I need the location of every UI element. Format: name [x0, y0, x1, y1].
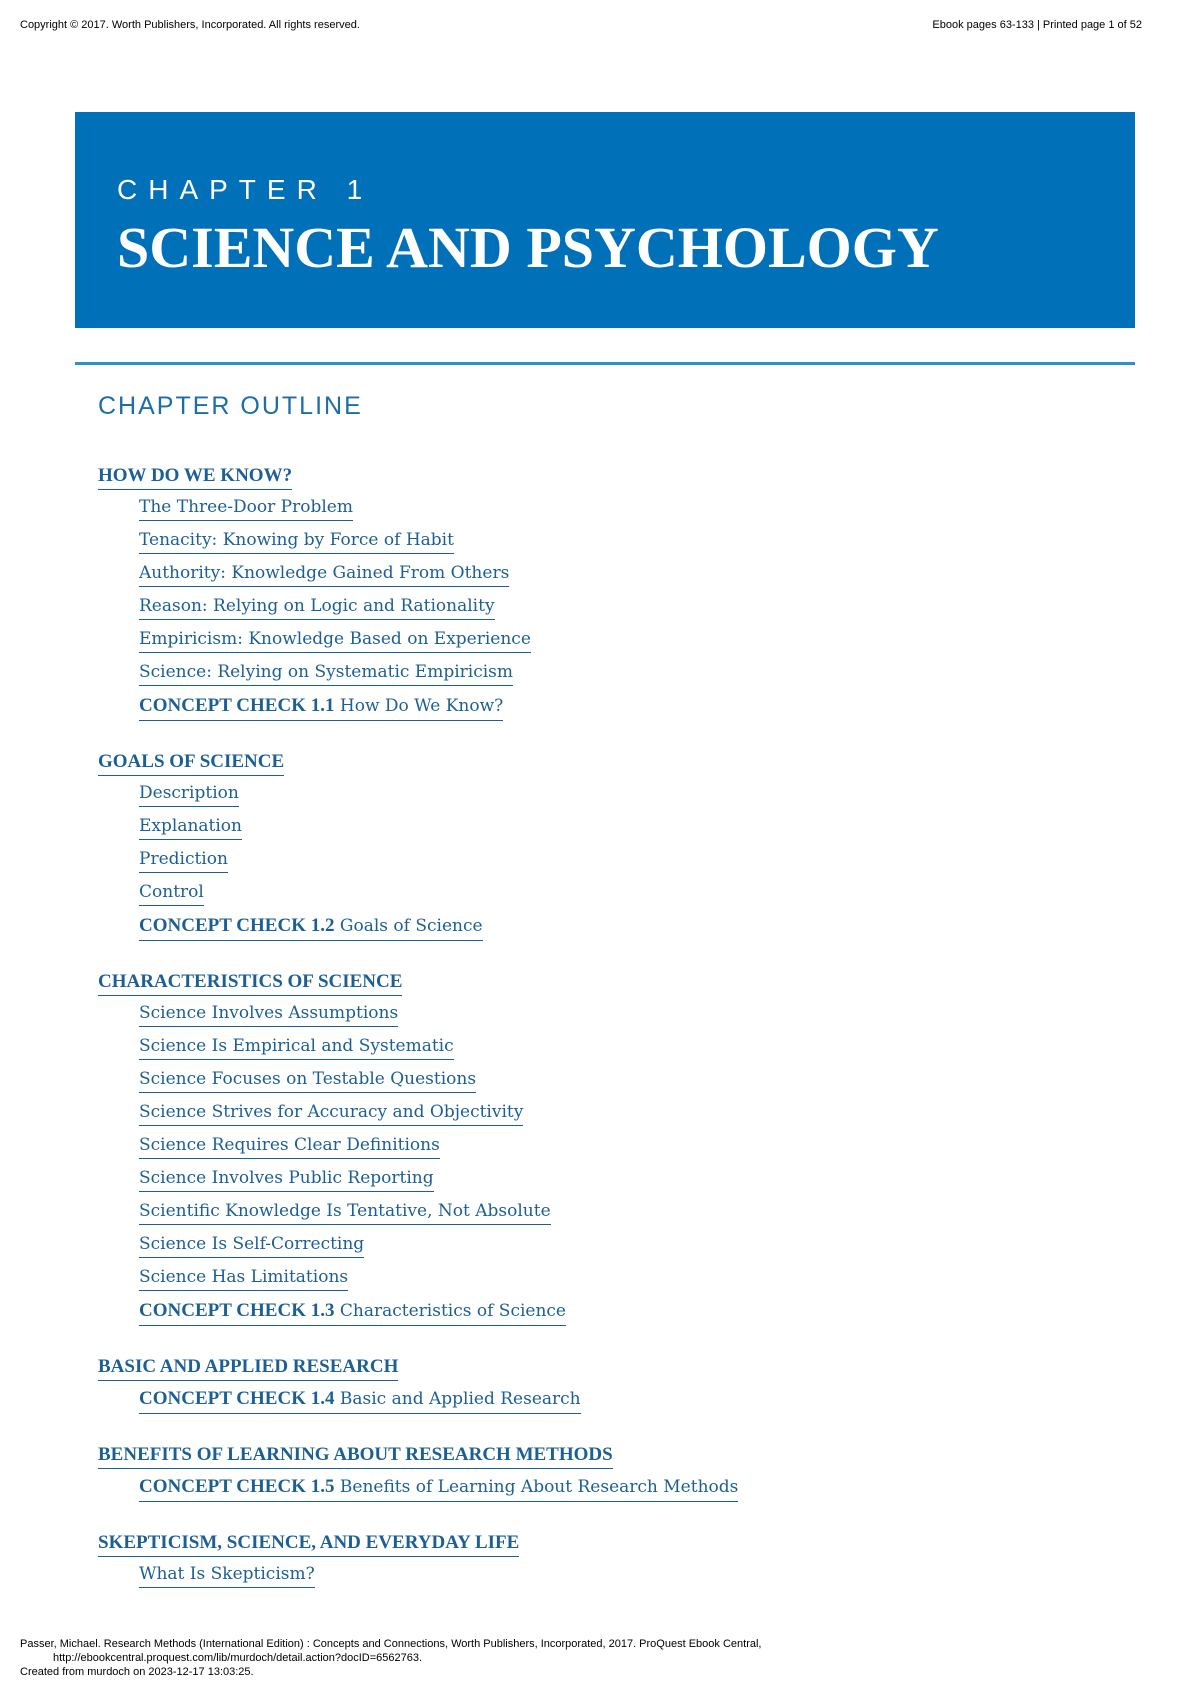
section-heading-link[interactable]: CHARACTERISTICS OF SCIENCE	[98, 971, 402, 996]
subsection-link[interactable]: Scientific Knowledge Is Tentative, Not Absolute	[139, 1201, 551, 1225]
outline-section	[98, 1444, 1098, 1509]
subsection-link[interactable]: Reason: Relying on Logic and Rationality	[139, 596, 495, 620]
outline-item	[98, 1234, 1098, 1267]
subsection-link[interactable]: Science Is Self-Correcting	[139, 1234, 364, 1258]
subsection-link[interactable]: Science Is Empirical and Systematic	[139, 1036, 454, 1060]
outline-item	[98, 1300, 1098, 1333]
section-heading-link[interactable]: SKEPTICISM, SCIENCE, AND EVERYDAY LIFE	[98, 1532, 519, 1557]
concept-check-label: CONCEPT CHECK 1.3	[139, 1300, 335, 1321]
subsection-link[interactable]: Explanation	[139, 816, 242, 840]
outline-heading: CHAPTER OUTLINE	[98, 392, 363, 420]
section-heading-link[interactable]: BASIC AND APPLIED RESEARCH	[98, 1356, 398, 1381]
subsection-link[interactable]: Science Requires Clear Definitions	[139, 1135, 440, 1159]
concept-check-link[interactable]	[139, 1388, 581, 1414]
section-heading-link[interactable]: HOW DO WE KNOW?	[98, 465, 292, 490]
subsection-link[interactable]: Science Strives for Accuracy and Objectivity	[139, 1102, 523, 1126]
outline-item	[98, 816, 1098, 849]
citation-url[interactable]: http://ebookcentral.proquest.com/lib/murdoch/detail.action?docID=6562763.	[53, 1652, 423, 1664]
concept-check-label: CONCEPT CHECK 1.1	[139, 695, 335, 716]
created-line: Created from murdoch on 2023-12-17 13:03:25.	[20, 1666, 254, 1678]
citation-footer	[20, 1637, 761, 1679]
concept-check-title: How Do We Know?	[339, 696, 504, 716]
outline-section	[98, 1532, 1098, 1597]
outline-section	[98, 465, 1098, 728]
divider	[75, 362, 1135, 365]
subsection-link[interactable]: Authority: Knowledge Gained From Others	[139, 563, 509, 587]
outline-item	[98, 1267, 1098, 1300]
outline-item	[98, 783, 1098, 816]
concept-check-title: Basic and Applied Research	[339, 1389, 581, 1409]
page-info: Ebook pages 63-133 | Printed page 1 of 52	[932, 19, 1142, 31]
concept-check-link[interactable]	[139, 915, 483, 941]
subsection-link[interactable]: Science: Relying on Systematic Empiricism	[139, 662, 513, 686]
outline-item	[98, 596, 1098, 629]
subsection-link[interactable]: Science Involves Assumptions	[139, 1003, 398, 1027]
subsection-link[interactable]: Control	[139, 882, 204, 906]
subsection-link[interactable]: Science Has Limitations	[139, 1267, 348, 1291]
outline-item	[98, 629, 1098, 662]
subsection-link[interactable]: Science Involves Public Reporting	[139, 1168, 434, 1192]
subsection-link[interactable]: Empiricism: Knowledge Based on Experience	[139, 629, 531, 653]
subsection-link[interactable]: The Three-Door Problem	[139, 497, 353, 521]
concept-check-link[interactable]	[139, 1476, 738, 1502]
outline-item	[98, 1388, 1098, 1421]
outline-item	[98, 1003, 1098, 1036]
outline-item	[98, 1069, 1098, 1102]
outline-item	[98, 695, 1098, 728]
chapter-label: CHAPTER 1	[117, 174, 374, 205]
chapter-title: SCIENCE AND PSYCHOLOGY	[117, 215, 939, 280]
section-heading-link[interactable]: GOALS OF SCIENCE	[98, 751, 284, 776]
subsection-link[interactable]: What Is Skepticism?	[139, 1564, 315, 1588]
outline-item	[98, 497, 1098, 530]
outline-item	[98, 1201, 1098, 1234]
outline-item	[98, 662, 1098, 695]
concept-check-title: Goals of Science	[339, 916, 483, 936]
outline-section	[98, 751, 1098, 948]
section-heading-link[interactable]: BENEFITS OF LEARNING ABOUT RESEARCH METHODS	[98, 1444, 613, 1469]
concept-check-label: CONCEPT CHECK 1.4	[139, 1388, 335, 1409]
outline-item	[98, 1168, 1098, 1201]
outline-section	[98, 971, 1098, 1333]
subsection-link[interactable]: Prediction	[139, 849, 228, 873]
chapter-outline	[98, 465, 1098, 1620]
concept-check-link[interactable]	[139, 695, 503, 721]
outline-section	[98, 1356, 1098, 1421]
concept-check-label: CONCEPT CHECK 1.2	[139, 915, 335, 936]
subsection-link[interactable]: Tenacity: Knowing by Force of Habit	[139, 530, 454, 554]
outline-item	[98, 915, 1098, 948]
concept-check-label: CONCEPT CHECK 1.5	[139, 1476, 335, 1497]
copyright-notice: Copyright © 2017. Worth Publishers, Incorporated. All rights reserved.	[20, 19, 360, 31]
outline-item	[98, 849, 1098, 882]
outline-item	[98, 1135, 1098, 1168]
outline-item	[98, 1036, 1098, 1069]
outline-item	[98, 1564, 1098, 1597]
concept-check-title: Characteristics of Science	[339, 1301, 566, 1321]
outline-item	[98, 1476, 1098, 1509]
concept-check-link[interactable]	[139, 1300, 566, 1326]
subsection-link[interactable]: Science Focuses on Testable Questions	[139, 1069, 476, 1093]
subsection-link[interactable]: Description	[139, 783, 239, 807]
outline-item	[98, 563, 1098, 596]
outline-item	[98, 1102, 1098, 1135]
outline-item	[98, 530, 1098, 563]
chapter-banner	[75, 112, 1135, 328]
outline-item	[98, 882, 1098, 915]
citation-line: Passer, Michael. Research Methods (International Edition) : Concepts and Connections, Worth Publishers, Incorporated, 2017. ProQuest Ebook Central,	[20, 1638, 762, 1650]
concept-check-title: Benefits of Learning About Research Methods	[339, 1477, 739, 1497]
